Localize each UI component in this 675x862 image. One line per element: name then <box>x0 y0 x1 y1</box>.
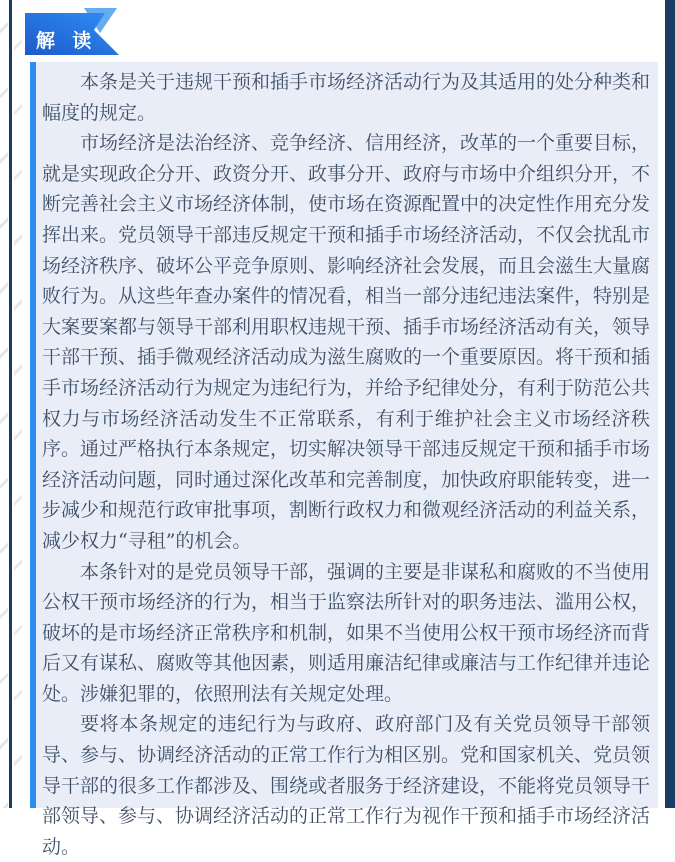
paragraph-scope: 本条是关于违规干预和插手市场经济活动行为及其适用的处分种类和幅度的规定。 <box>42 71 651 124</box>
section-badge <box>22 8 122 58</box>
paragraph-market-economy: 市场经济是法治经济、竞争经济、信用经济，改革的一个重要目标，就是实现政企分开、政资分开、政事分开、政府与市场中介组织分开，不断完善社会主义市场经济体制，使市场在资源配置中的决定性作用充分发挥出来。党员领导干部违反规定干预和插手市场经济活动，不仅会扰乱市场经济秩序、破坏公平竞争原则、影响经济社会发展，而且会滋生大量腐败行为。从这些年查办案件的情况看，相当一部分违纪违法案件，特别是大案要案都与领导干部利用职权违规干预、插手市场经济活动有关，领导干部干预、插手微观经济活动成为滋生腐败的一个重要原因。将干预和插手市场经济活动行为规定为违纪行为，并给予纪律处分，有利于防范公共权力与市场经济活动发生不正常联系，有利于维护社会主义市场经济秩序。通过严格执行本条规定，切实解决领导干部违反规定干预和插手市场经济活动问题，同时通过深化改革和完善制度，加快政府职能转变，进一步减少和规范行政审批事项，割断行政权力和微观经济活动的利益关系，减少权力“寻租”的机会。 <box>42 132 651 552</box>
interpretation-panel <box>30 62 658 858</box>
paragraph-target-cadres: 本条针对的是党员领导干部，强调的主要是非谋私和腐败的不当使用公权干预市场经济的行为，相当于监察法所针对的职务违法、滥用公权，破坏的是市场经济正常秩序和机制，如果不当使用公权干预市场经济而背后又有谋私、腐败等其他因素，则适用廉洁纪律或廉洁与工作纪律并违论处。涉嫌犯罪的，依照刑法有关规定处理。 <box>42 560 651 705</box>
left-margin-watermark <box>0 0 8 808</box>
left-margin-watermark-inner <box>14 0 22 808</box>
right-border-rule <box>665 0 675 808</box>
section-badge-label: 解 读 <box>36 31 98 52</box>
left-border-rule <box>9 0 12 808</box>
paragraph-distinction: 要将本条规定的违纪行为与政府、政府部门及有关党员领导干部领导、参与、协调经济活动的正常工作行为相区别。党和国家机关、党员领导干部的很多工作都涉及、围绕或者服务于经济建设，不能将党员领导干部领导、参与、协调经济活动的正常工作行为视作干预和插手市场经济活动。 <box>42 713 651 858</box>
